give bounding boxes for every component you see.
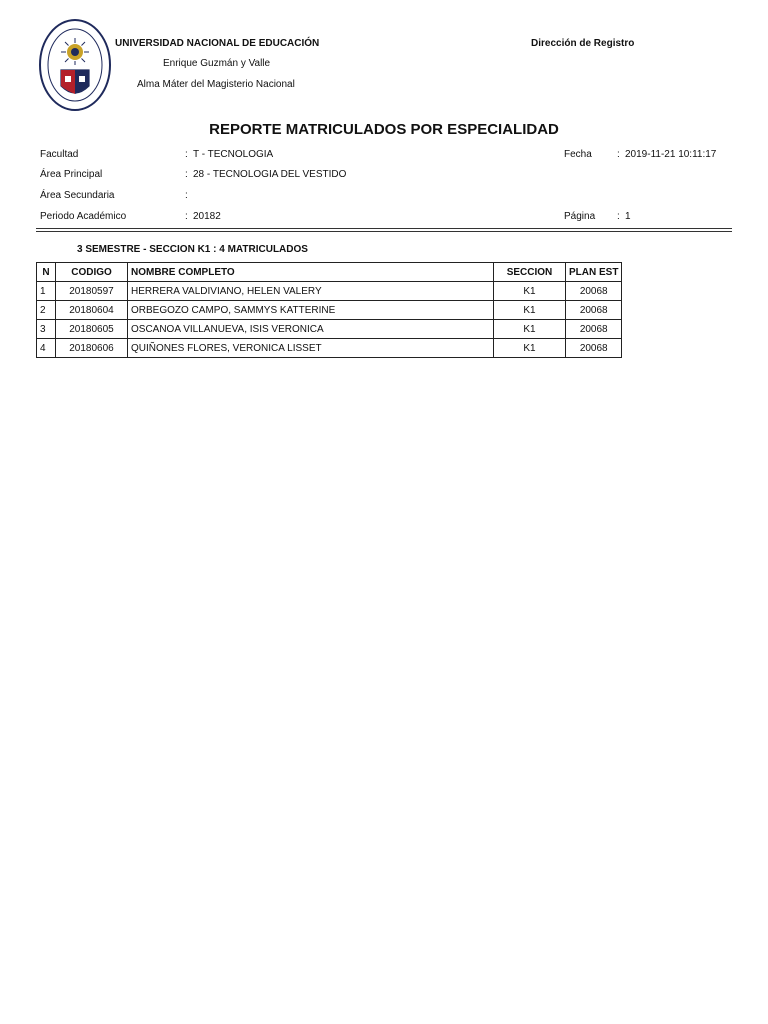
header-seccion: SECCION [494,263,566,282]
cell-n: 2 [37,301,56,320]
department-name: Dirección de Registro [531,38,635,49]
fecha-separator: : [617,149,620,160]
enrollment-table [36,262,622,358]
facultad-label: Facultad [40,149,79,160]
cell-n: 4 [37,339,56,358]
cell-nombre: ORBEGOZO CAMPO, SAMMYS KATTERINE [128,301,494,320]
header-plan: PLAN EST [566,263,622,282]
report-title: REPORTE MATRICULADOS POR ESPECIALIDAD [209,121,559,138]
cell-nombre: QUIÑONES FLORES, VERONICA LISSET [128,339,494,358]
periodo-separator: : [185,211,188,222]
table-header-row [37,263,622,282]
area-principal-separator: : [185,169,188,180]
header-divider [36,228,732,229]
university-motto: Alma Máter del Magisterio Nacional [137,79,295,90]
area-secundaria-label: Área Secundaria [40,190,115,201]
cell-plan: 20068 [566,301,622,320]
university-seal-logo [38,18,112,112]
cell-codigo: 20180597 [56,282,128,301]
cell-n: 1 [37,282,56,301]
cell-plan: 20068 [566,339,622,358]
pagina-value: 1 [625,211,631,222]
facultad-value: T - TECNOLOGIA [193,149,274,160]
cell-seccion: K1 [494,301,566,320]
periodo-value: 20182 [193,211,221,222]
cell-plan: 20068 [566,320,622,339]
area-principal-label: Área Principal [40,169,103,180]
header-codigo: CODIGO [56,263,128,282]
section-title: 3 SEMESTRE - SECCION K1 : 4 MATRICULADOS [77,244,308,255]
cell-nombre: OSCANOA VILLANUEVA, ISIS VERONICA [128,320,494,339]
table-row [37,282,622,301]
university-name: UNIVERSIDAD NACIONAL DE EDUCACIÓN [115,38,320,49]
university-subtitle: Enrique Guzmán y Valle [163,58,271,69]
table-row [37,339,622,358]
facultad-separator: : [185,149,188,160]
fecha-value: 2019-11-21 10:11:17 [625,149,717,160]
header-n: N [37,263,56,282]
header-divider-double [36,231,732,232]
cell-codigo: 20180606 [56,339,128,358]
table-row [37,320,622,339]
cell-seccion: K1 [494,320,566,339]
table-row [37,301,622,320]
fecha-label: Fecha [564,149,592,160]
cell-codigo: 20180604 [56,301,128,320]
cell-nombre: HERRERA VALDIVIANO, HELEN VALERY [128,282,494,301]
cell-n: 3 [37,320,56,339]
cell-seccion: K1 [494,282,566,301]
header-nombre: NOMBRE COMPLETO [128,263,494,282]
periodo-label: Periodo Académico [40,211,127,222]
cell-plan: 20068 [566,282,622,301]
area-principal-value: 28 - TECNOLOGIA DEL VESTIDO [193,169,347,180]
cell-seccion: K1 [494,339,566,358]
cell-codigo: 20180605 [56,320,128,339]
area-secundaria-separator: : [185,190,188,201]
pagina-separator: : [617,211,620,222]
pagina-label: Página [564,211,596,222]
